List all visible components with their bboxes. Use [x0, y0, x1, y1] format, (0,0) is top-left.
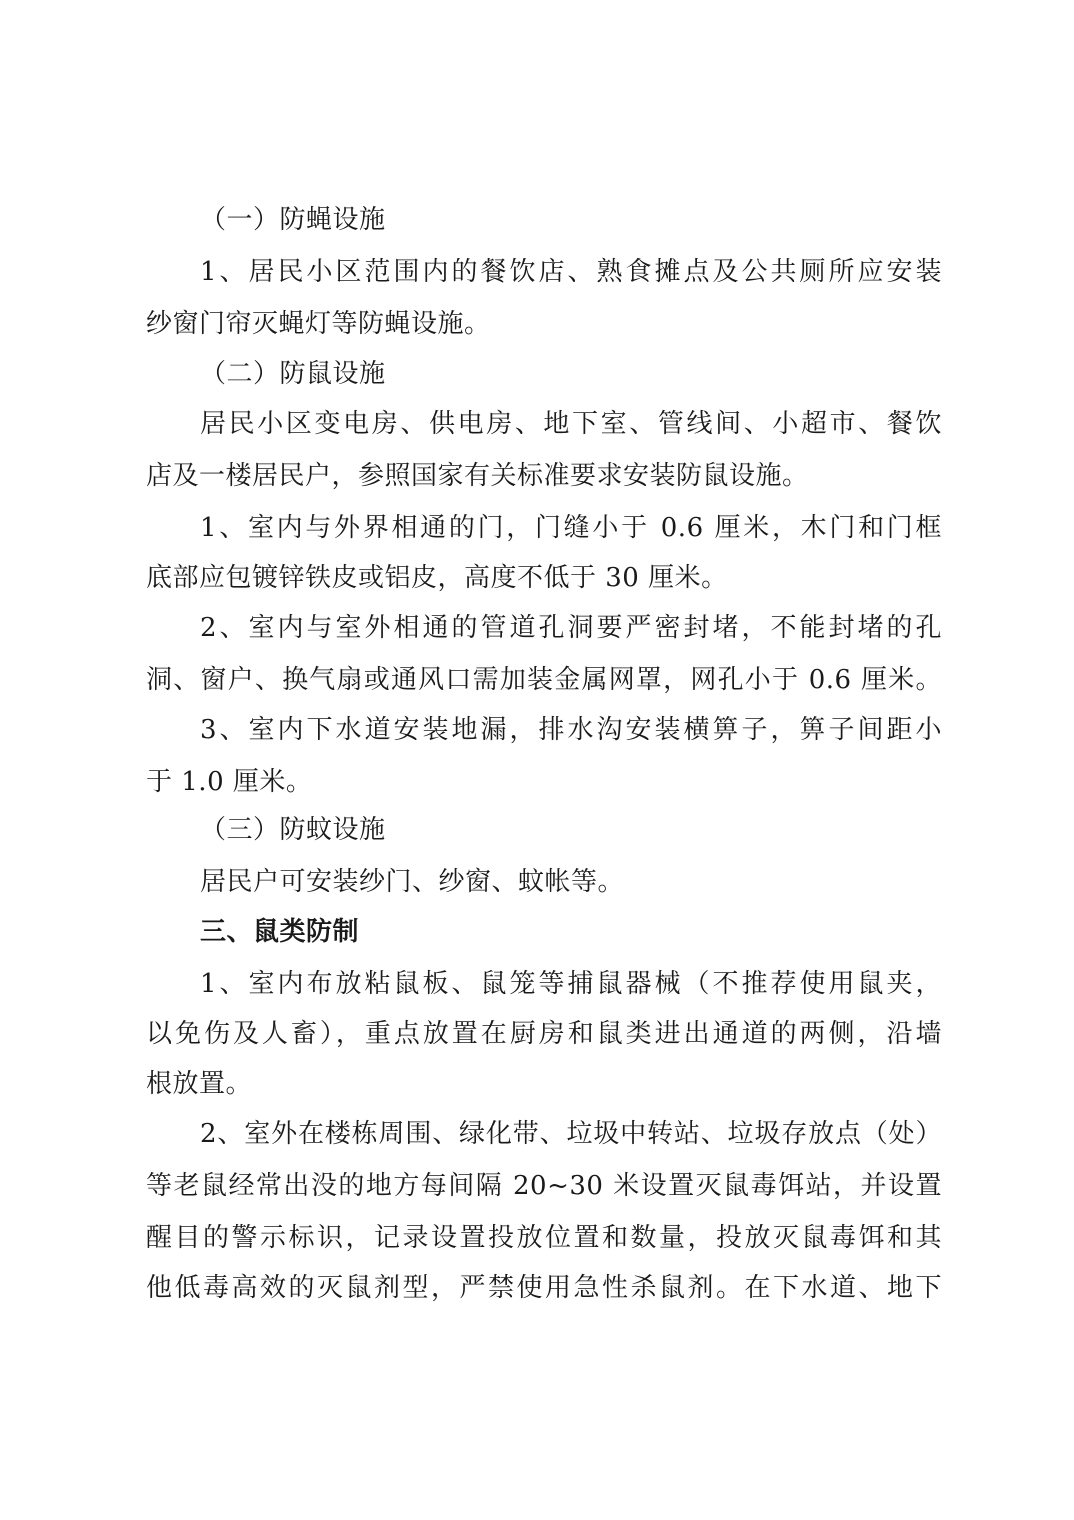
paragraph-line: 2、室内与室外相通的管道孔洞要严密封堵，不能封堵的孔	[200, 613, 942, 643]
paragraph-line: 1、居民小区范围内的餐饮店、熟食摊点及公共厕所应安装	[200, 257, 942, 287]
paragraph-line: 洞、窗户、换气扇或通风口需加装金属网罩，网孔小于 0.6 厘米。	[146, 665, 942, 695]
paragraph-line: 居民户可安装纱门、纱窗、蚊帐等。	[200, 867, 625, 897]
paragraph-line: 店及一楼居民户，参照国家有关标准要求安装防鼠设施。	[146, 461, 809, 491]
paragraph-line: 1、室内与外界相通的门，门缝小于 0.6 厘米，木门和门框	[200, 513, 942, 543]
paragraph-line: 根放置。	[146, 1069, 253, 1099]
section-heading-rodent-control: 三、鼠类防制	[200, 917, 360, 947]
paragraph-line: 底部应包镀锌铁皮或铝皮，高度不低于 30 厘米。	[146, 563, 728, 593]
paragraph-line: 纱窗门帘灭蝇灯等防蝇设施。	[146, 309, 491, 339]
paragraph-line: 3、室内下水道安装地漏，排水沟安装横箅子，箅子间距小	[200, 715, 942, 745]
heading-rodent-prevention: （二）防鼠设施	[200, 359, 386, 389]
paragraph-line: 居民小区变电房、供电房、地下室、管线间、小超市、餐饮	[200, 409, 942, 439]
heading-fly-prevention: （一）防蝇设施	[200, 205, 386, 235]
heading-mosquito-prevention: （三）防蚊设施	[200, 815, 386, 845]
paragraph-line: 他低毒高效的灭鼠剂型，严禁使用急性杀鼠剂。在下水道、地下	[146, 1273, 942, 1303]
paragraph-line: 等老鼠经常出没的地方每间隔 20~30 米设置灭鼠毒饵站，并设置	[146, 1171, 942, 1201]
paragraph-line: 1、室内布放粘鼠板、鼠笼等捕鼠器械（不推荐使用鼠夹，	[200, 969, 942, 999]
paragraph-line: 2、室外在楼栋周围、绿化带、垃圾中转站、垃圾存放点（处）	[200, 1119, 942, 1149]
paragraph-line: 以免伤及人畜），重点放置在厨房和鼠类进出通道的两侧，沿墙	[146, 1019, 942, 1049]
paragraph-line: 醒目的警示标识，记录设置投放位置和数量，投放灭鼠毒饵和其	[146, 1223, 942, 1253]
paragraph-line: 于 1.0 厘米。	[146, 767, 313, 797]
